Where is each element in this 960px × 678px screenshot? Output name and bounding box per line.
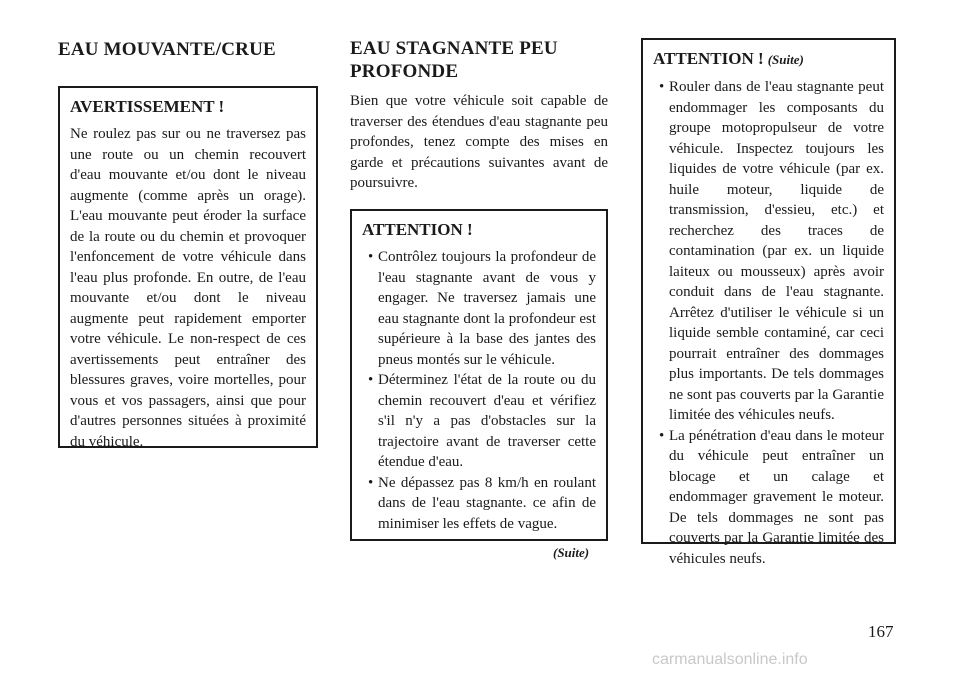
attention-box [350,209,608,541]
bullet-icon: • [659,427,665,444]
bullet-icon: • [659,79,665,95]
warning-title: AVERTISSEMENT ! [70,97,225,116]
list-item: • Ne dépassez pas 8 km/h en roulant dans de l'eau stagnante. ce afin de minimiser les effets de vague. [368,474,596,532]
list-item: • La pénétration d'eau dans le moteur du véhicule peut entraîner un blocage et un calage et endommager gravement le moteur. De tels dommages ne sont pas couverts par la Garantie limitée des véhicules neufs. [659,427,884,567]
list-item: • Déterminez l'état de la route ou du chemin recouvert d'eau et vérifiez s'il n'y a pas d'obstacles sur la trajectoire avant de traverser cette étendue d'eau. [368,372,596,470]
attention-list [362,247,596,534]
continued-marker: (Suite) [553,545,590,560]
attention-list-continued [653,77,884,569]
page-number: 167 [868,622,894,641]
watermark: carmanualsonline.info [652,651,808,668]
intro-paragraph: Bien que votre véhicule soit capable de traverser des étendues d'eau stagnante peu profondes, tenez compte des mises en garde et précautions suivantes avant de poursuivre. [350,93,608,191]
suite-label: (Suite) [767,52,804,67]
bullet-icon: • [368,372,374,388]
list-item: • Rouler dans de l'eau stagnante peut endommager les composants du groupe motopropulseur de votre véhicule. Inspectez toujours les liquides de votre véhicule (par ex. huile moteur, liquide de transmission, d'essieu, etc.) et recherchez des traces de contamination (par ex. un liquide laiteux ou mousseux) après avoir conduit dans de l'eau stagnante. Arrêtez d'utiliser le véhicule si un liquide semble contaminé, car ceci pourrait entraîner des dommages plus importants. De tels dommages ne sont pas couverts par la Garantie limitée des véhicules neufs. [659,79,884,423]
bullet-icon: • [368,249,374,265]
section-heading-standing-water: EAU STAGNANTE PEU PROFONDE [350,38,558,82]
warning-box [58,86,318,448]
attention-title: ATTENTION ! [362,220,473,239]
list-item: • Contrôlez toujours la profondeur de l'eau stagnante avant de vous y engager. Ne traversez jamais une eau stagnante dont la profondeur est supérieure à la base des jantes des pneus montés sur le véhicule. [368,249,596,368]
bullet-icon: • [368,474,374,491]
section-heading-moving-water: EAU MOUVANTE/CRUE [58,39,276,60]
warning-text: Ne roulez pas sur ou ne traversez pas une route ou un chemin recouvert d'eau mouvante et/ou dont le niveau augmente (comme après un orage). L'eau mouvante peut éroder la surface de la route ou du chemin et provoquer l'enfoncement de votre véhicule dans l'eau plus profonde. En outre, de l'eau mouvante et/ou dont le niveau augmente peut rapidement emporter votre véhicule. Le non-respect de ces avertissements peut entraîner des blessures graves, voire mortelles, pour vous et vos passagers, ainsi que pour d'autres personnes situées à proximité du véhicule. [70,126,306,450]
attention-box-continued [641,38,896,567]
attention-title-continued: ATTENTION ! (Suite) [653,49,804,68]
